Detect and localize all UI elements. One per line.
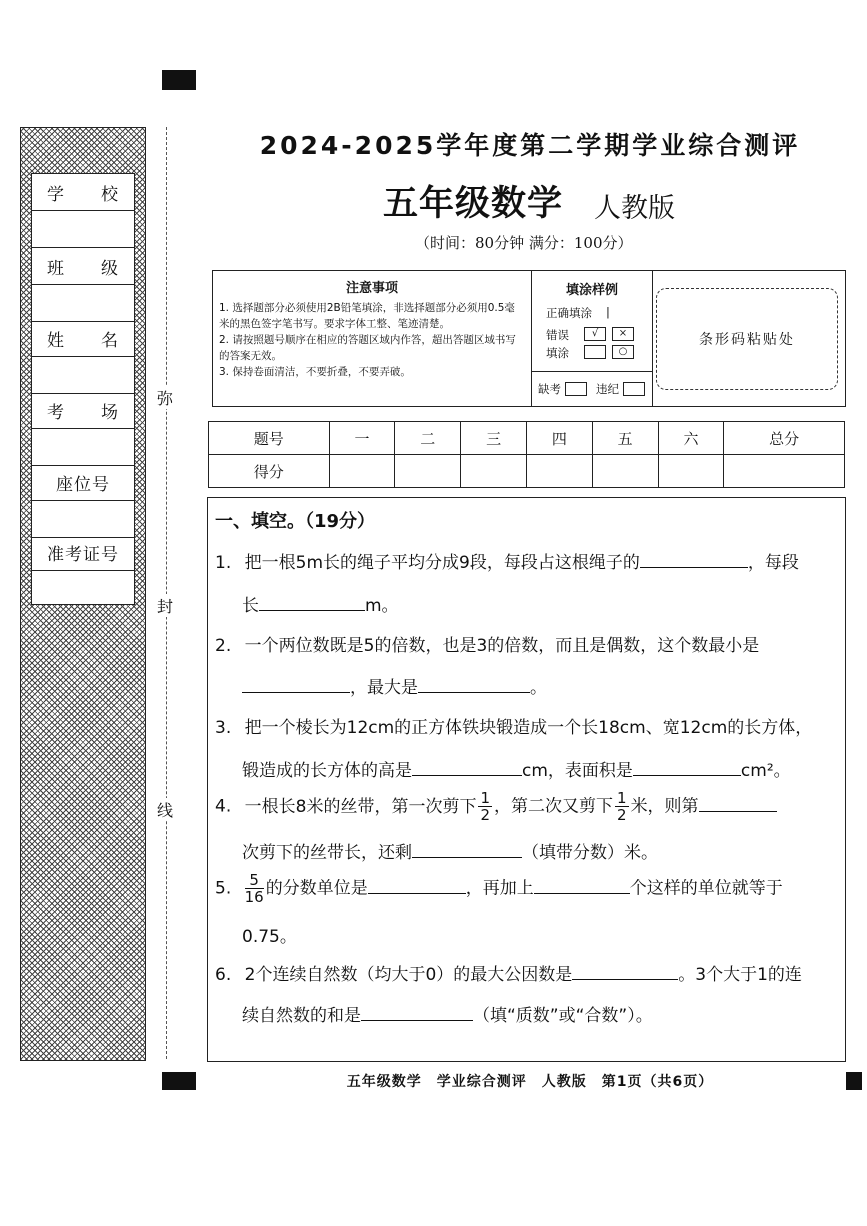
seal-char-mi: 弥 bbox=[154, 386, 176, 409]
question-number: 1. bbox=[215, 553, 232, 573]
question-3-line-2: 锻造成的长方体的高是 cm，表面积是 cm²。 bbox=[242, 761, 791, 781]
answer-blank[interactable] bbox=[368, 879, 466, 894]
violation-checkbox[interactable] bbox=[623, 382, 645, 396]
score-header-cell: 六 bbox=[658, 422, 724, 455]
absent-checkbox[interactable] bbox=[565, 382, 587, 396]
question-number: 6. bbox=[215, 965, 232, 985]
fraction: $\frac{1}{2}$ bbox=[480, 789, 491, 824]
answer-blank[interactable] bbox=[572, 965, 678, 980]
wrong-fill-blank bbox=[584, 345, 606, 359]
edition-label: 人教版 bbox=[594, 193, 675, 224]
score-table-score-row bbox=[209, 455, 845, 488]
section-title: 一、填空。（19分） bbox=[215, 511, 376, 532]
page-footer: 五年级数学 学业综合测评 人教版 第1页（共6页） bbox=[346, 1074, 714, 1090]
wrong-fill-circle: ○ bbox=[612, 345, 634, 359]
fraction: $\frac{1}{2}$ bbox=[617, 789, 627, 824]
field-room-input[interactable] bbox=[32, 429, 134, 466]
field-room-label: 考 场 bbox=[32, 392, 134, 429]
score-cell[interactable] bbox=[592, 455, 658, 488]
answer-blank[interactable] bbox=[412, 761, 522, 776]
field-name-label: 姓 名 bbox=[32, 320, 134, 357]
question-5-line-1: 5. $\frac{5}{16}$ 的分数单位是 ，再加上 个这样的单位就等于 bbox=[215, 871, 783, 906]
answer-blank[interactable] bbox=[242, 678, 350, 693]
answer-blank[interactable] bbox=[699, 797, 777, 812]
answer-blank[interactable] bbox=[633, 761, 741, 776]
question-5-line-2: 0.75。 bbox=[242, 927, 297, 947]
absent-label: 缺考 bbox=[538, 382, 561, 396]
score-header-cell: 题号 bbox=[209, 422, 330, 455]
question-2-line-2: ，最大是 。 bbox=[242, 673, 547, 698]
score-cell[interactable] bbox=[395, 455, 461, 488]
answer-blank[interactable] bbox=[361, 1006, 473, 1021]
student-info-box bbox=[31, 173, 135, 605]
score-header-cell: 五 bbox=[592, 422, 658, 455]
score-cell[interactable] bbox=[461, 455, 527, 488]
field-name-input[interactable] bbox=[32, 357, 134, 394]
question-3-line-1: 3. 把一个棱长为12cm的正方体铁块锻造成一个长18cm、宽12cm的长方体， bbox=[215, 718, 813, 738]
score-table bbox=[208, 421, 845, 488]
field-seat-label: 座位号 bbox=[32, 464, 134, 501]
question-number: 3. bbox=[215, 718, 232, 738]
correct-fill-mark: | bbox=[606, 305, 610, 319]
score-cell[interactable] bbox=[329, 455, 395, 488]
question-2-line-1: 2. 一个两位数既是5的倍数，也是3的倍数，而且是偶数，这个数最小是 bbox=[215, 636, 760, 656]
answer-blank[interactable] bbox=[534, 879, 630, 894]
score-table-header-row bbox=[209, 422, 845, 455]
field-class-label: 班 级 bbox=[32, 248, 134, 285]
violation-label: 违纪 bbox=[596, 382, 619, 396]
notice-item-1: 1. 选择题部分必须使用2B铅笔填涂，非选择题部分必须用0.5毫米的黑色签字笔书写。要求字体工整、笔迹清楚。 bbox=[219, 302, 515, 330]
field-seat-input[interactable] bbox=[32, 501, 134, 538]
wrong-fill-label-1: 错误 bbox=[546, 328, 569, 342]
score-cell[interactable] bbox=[658, 455, 724, 488]
notice-item-2: 2. 请按照题号顺序在相应的答题区域内作答，超出答题区域书写的答案无效。 bbox=[219, 334, 516, 362]
question-number: 2. bbox=[215, 636, 232, 656]
score-cell[interactable] bbox=[724, 455, 845, 488]
score-header-cell: 一 bbox=[329, 422, 395, 455]
field-class-input[interactable] bbox=[32, 285, 134, 322]
answer-blank[interactable] bbox=[412, 843, 522, 858]
answer-blank[interactable] bbox=[640, 553, 748, 568]
correct-fill-label: 正确填涂 bbox=[546, 306, 592, 320]
question-6-line-1: 6. 2个连续自然数（均大于0）的最大公因数是 。3个大于1的连 bbox=[215, 965, 802, 985]
question-number: 4. bbox=[215, 796, 232, 817]
fill-sample-column bbox=[532, 271, 653, 406]
wrong-fill-cross: × bbox=[612, 327, 634, 341]
answer-blank[interactable] bbox=[259, 596, 365, 611]
seal-char-feng: 封 bbox=[154, 594, 176, 617]
barcode-area: 条形码粘贴处 bbox=[656, 288, 838, 390]
wrong-fill-label-2: 填涂 bbox=[546, 346, 569, 360]
exam-title: 2024-2025学年度第二学期学业综合测评 bbox=[259, 131, 801, 160]
score-cell[interactable] bbox=[526, 455, 592, 488]
field-ticket-label: 准考证号 bbox=[32, 534, 134, 571]
score-header-cell: 二 bbox=[395, 422, 461, 455]
score-header-cell: 总分 bbox=[724, 422, 845, 455]
seal-line bbox=[166, 127, 167, 1059]
fraction: $\frac{5}{16}$ bbox=[244, 871, 264, 906]
seal-char-xian: 线 bbox=[154, 798, 176, 821]
question-number: 5. bbox=[215, 878, 232, 899]
question-1-line-1: 1. 把一根5m长的绳子平均分成9段，每段占这根绳子的 ，每段 bbox=[215, 553, 799, 573]
answer-blank[interactable] bbox=[418, 678, 530, 693]
exam-meta: （时间：80分钟 满分：100分） bbox=[415, 234, 633, 252]
question-1-line-2: 长 m。 bbox=[242, 596, 399, 616]
registration-mark-bottom-left bbox=[162, 1072, 196, 1090]
registration-mark-top-left bbox=[162, 70, 196, 90]
score-header-cell: 四 bbox=[526, 422, 592, 455]
field-ticket-input[interactable] bbox=[32, 569, 134, 605]
field-school-label: 学 校 bbox=[32, 174, 134, 211]
notice-title: 注意事项 bbox=[345, 281, 398, 296]
notice-column bbox=[213, 271, 532, 406]
subject-title: 五年级数学 bbox=[383, 184, 564, 224]
notice-box bbox=[212, 270, 846, 407]
score-row-label: 得分 bbox=[209, 455, 330, 488]
wrong-fill-check: √ bbox=[584, 327, 606, 341]
question-4-line-1: 4. 一根长8米的丝带，第一次剪下 $\frac{1}{2}$ ，第二次又剪下 $\frac{1}{2}$ 米，则第 bbox=[215, 790, 777, 823]
question-6-line-2: 续自然数的和是 （填“质数”或“合数”）。 bbox=[242, 1006, 653, 1026]
notice-item-3: 3. 保持卷面清洁，不要折叠，不要弄破。 bbox=[219, 366, 411, 378]
score-header-cell: 三 bbox=[461, 422, 527, 455]
question-4-line-2: 次剪下的丝带长，还剩 （填带分数）米。 bbox=[242, 843, 658, 863]
field-school-input[interactable] bbox=[32, 211, 134, 248]
fill-sample-title: 填涂样例 bbox=[565, 283, 618, 298]
